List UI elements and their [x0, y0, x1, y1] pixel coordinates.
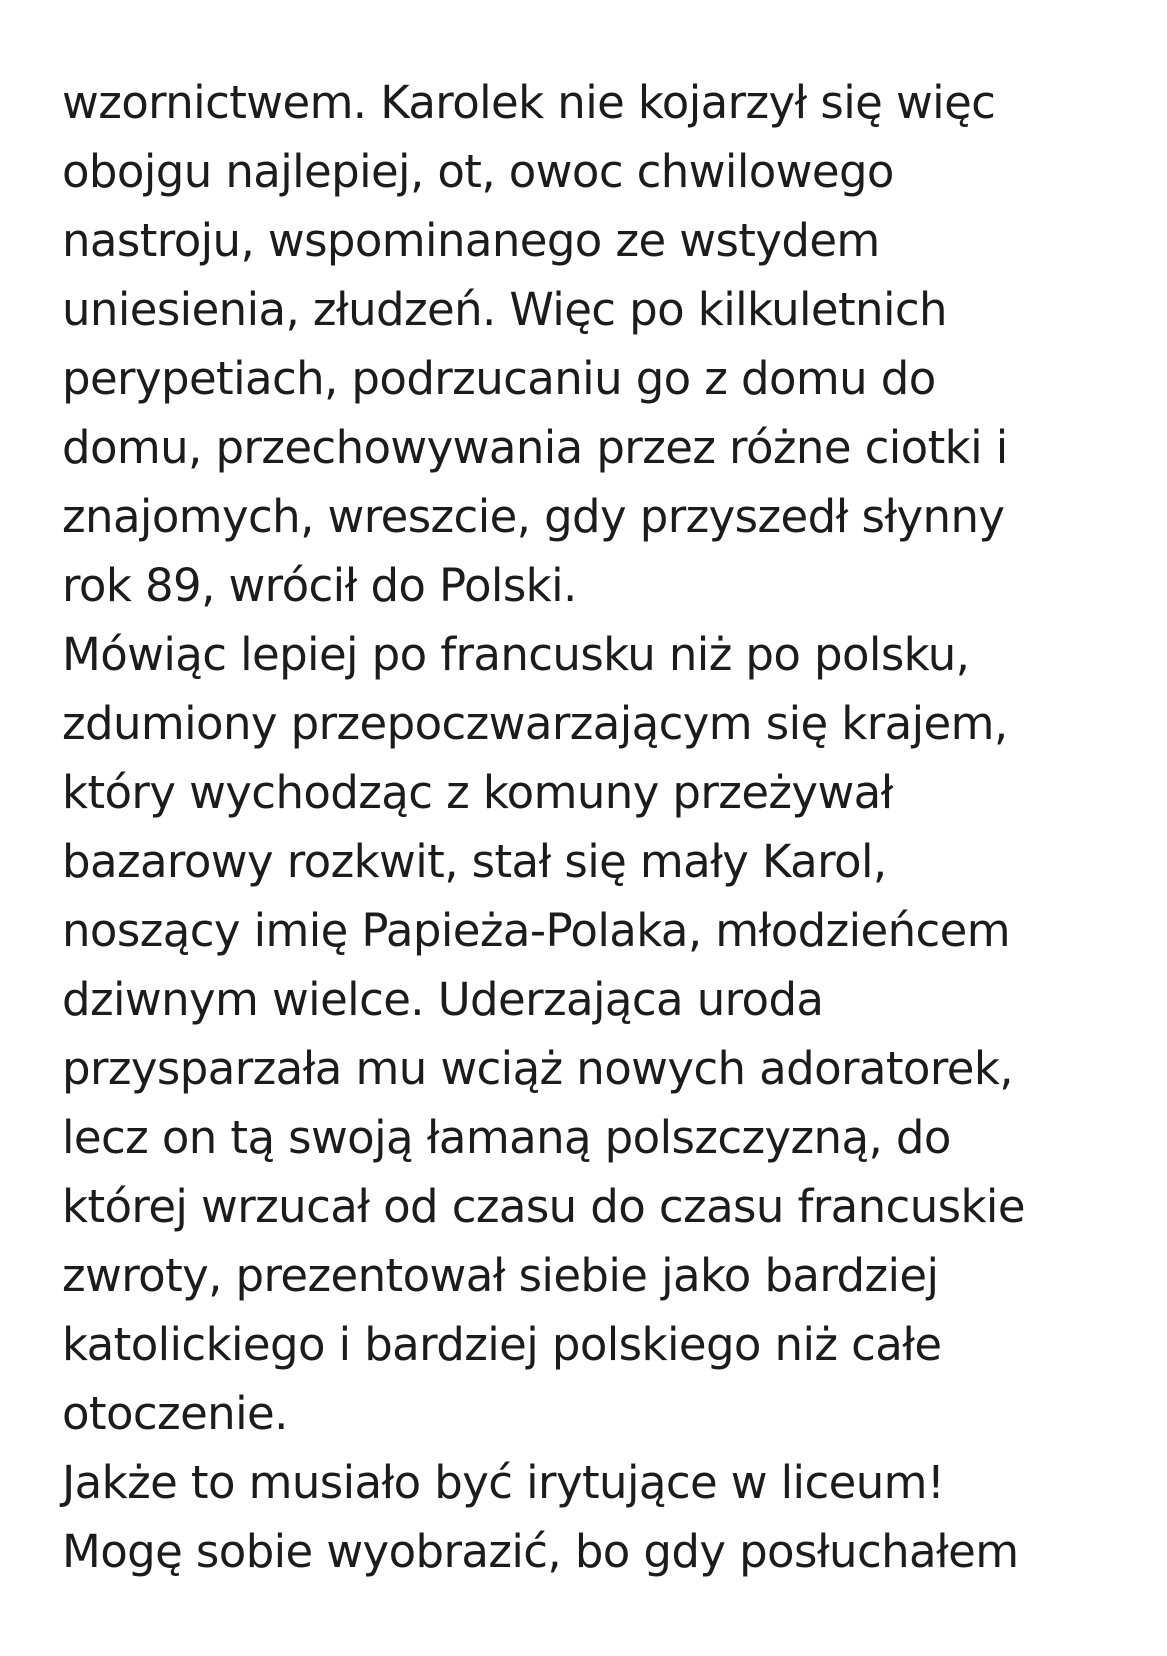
- text-line: który wychodząc z komuny przeżywał: [62, 766, 893, 819]
- text-line: której wrzucał od czasu do czasu francuskie: [62, 1180, 1025, 1233]
- text-line: Jakże to musiało być irytujące w liceum!: [62, 1456, 945, 1509]
- document-text: [62, 68, 1152, 1586]
- text-line: bazarowy rozkwit, stał się mały Karol,: [62, 835, 887, 888]
- text-line: perypetiach, podrzucaniu go z domu do: [62, 352, 936, 405]
- text-line: przysparzała mu wciąż nowych adoratorek,: [62, 1042, 1014, 1095]
- text-line: zdumiony przepoczwarzającym się krajem,: [62, 697, 1008, 750]
- text-line: noszący imię Papieża-Polaka, młodzieńcem: [62, 904, 1010, 957]
- text-line: domu, przechowywania przez różne ciotki i: [62, 421, 1008, 474]
- text-line: katolickiego i bardziej polskiego niż całe: [62, 1318, 942, 1371]
- text-line: otoczenie.: [62, 1387, 288, 1440]
- text-line: znajomych, wreszcie, gdy przyszedł słynny: [62, 490, 1005, 543]
- text-line: lecz on tą swoją łamaną polszczyzną, do: [62, 1111, 951, 1164]
- text-line: nastroju, wspominanego ze wstydem: [62, 214, 880, 267]
- text-line: Mogę sobie wyobrazić, bo gdy posłuchałem: [62, 1525, 1019, 1578]
- text-line: zwroty, prezentował siebie jako bardziej: [62, 1249, 939, 1302]
- text-line: uniesienia, złudzeń. Więc po kilkuletnich: [62, 283, 947, 336]
- text-line: obojgu najlepiej, ot, owoc chwilowego: [62, 145, 894, 198]
- text-line: Mówiąc lepiej po francusku niż po polsku,: [62, 628, 970, 681]
- text-line: wzornictwem. Karolek nie kojarzył się więc: [62, 76, 996, 129]
- text-line: rok 89, wrócił do Polski.: [62, 559, 577, 612]
- text-line: dziwnym wielce. Uderzająca uroda: [62, 973, 824, 1026]
